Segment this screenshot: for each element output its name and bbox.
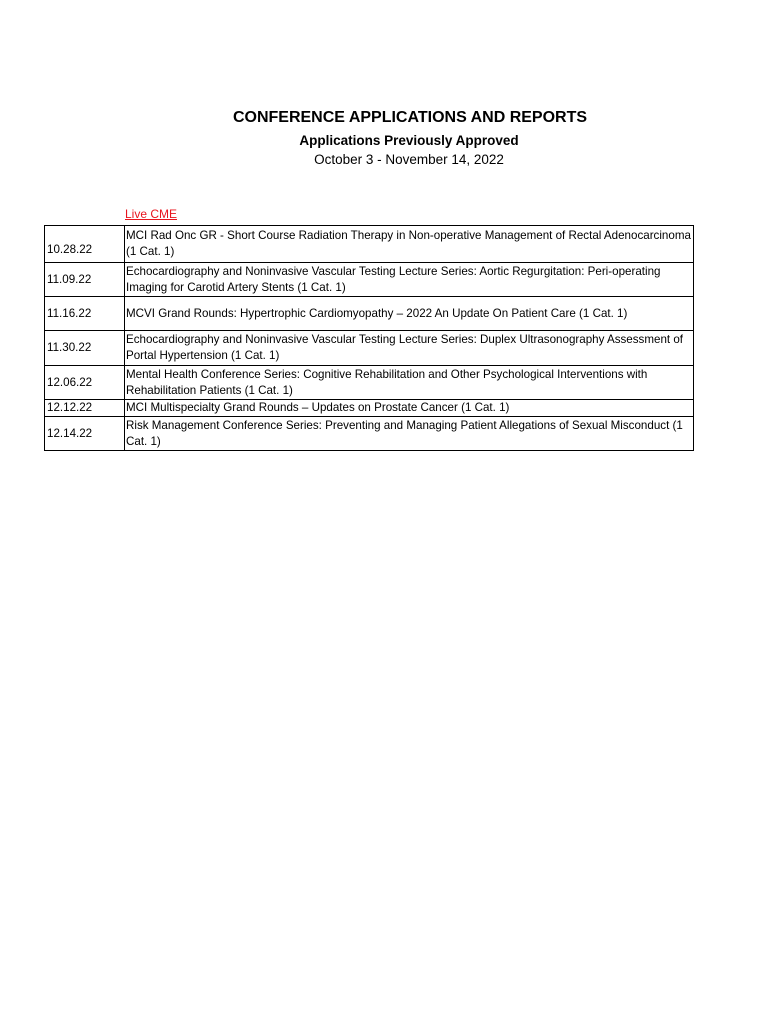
- event-date: 11.30.22: [45, 331, 125, 366]
- table-row: [45, 331, 694, 366]
- table-row: [45, 297, 694, 331]
- page-subtitle: Applications Previously Approved: [299, 133, 519, 148]
- event-date: 11.16.22: [45, 297, 125, 331]
- table-row: [45, 263, 694, 297]
- event-title: Mental Health Conference Series: Cognitive Rehabilitation and Other Psychological Interventions with Rehabilitation Patients (1 Cat. 1): [125, 366, 694, 400]
- event-title: MCI Multispecialty Grand Rounds – Updates on Prostate Cancer (1 Cat. 1): [125, 400, 694, 417]
- page-title: CONFERENCE APPLICATIONS AND REPORTS: [232, 109, 588, 126]
- event-date: 12.12.22: [45, 400, 125, 417]
- table-row: [45, 366, 694, 400]
- date-range: October 3 - November 14, 2022: [314, 152, 504, 167]
- table-row: [45, 226, 694, 263]
- section-label-live-cme: Live CME: [125, 207, 178, 221]
- event-title: Echocardiography and Noninvasive Vascular Testing Lecture Series: Duplex Ultrasonography Assessment of Portal Hypertension (1 Cat. 1): [125, 331, 694, 366]
- events-table: [44, 225, 694, 451]
- table-row: [45, 417, 694, 451]
- event-date: 12.06.22: [45, 366, 125, 400]
- event-date: 10.28.22: [45, 226, 125, 263]
- event-title: Echocardiography and Noninvasive Vascular Testing Lecture Series: Aortic Regurgitation: Peri-operating Imaging for Carotid Artery Stents (1 Cat. 1): [125, 263, 694, 297]
- event-title: MCVI Grand Rounds: Hypertrophic Cardiomyopathy – 2022 An Update On Patient Care (1 Cat. 1): [125, 297, 694, 331]
- event-date: 12.14.22: [45, 417, 125, 451]
- event-date: 11.09.22: [45, 263, 125, 297]
- event-title: Risk Management Conference Series: Preventing and Managing Patient Allegations of Sexual Misconduct (1 Cat. 1): [125, 417, 694, 451]
- event-title: MCI Rad Onc GR - Short Course Radiation Therapy in Non-operative Management of Rectal Adenocarcinoma (1 Cat. 1): [125, 226, 694, 263]
- table-row: [45, 400, 694, 417]
